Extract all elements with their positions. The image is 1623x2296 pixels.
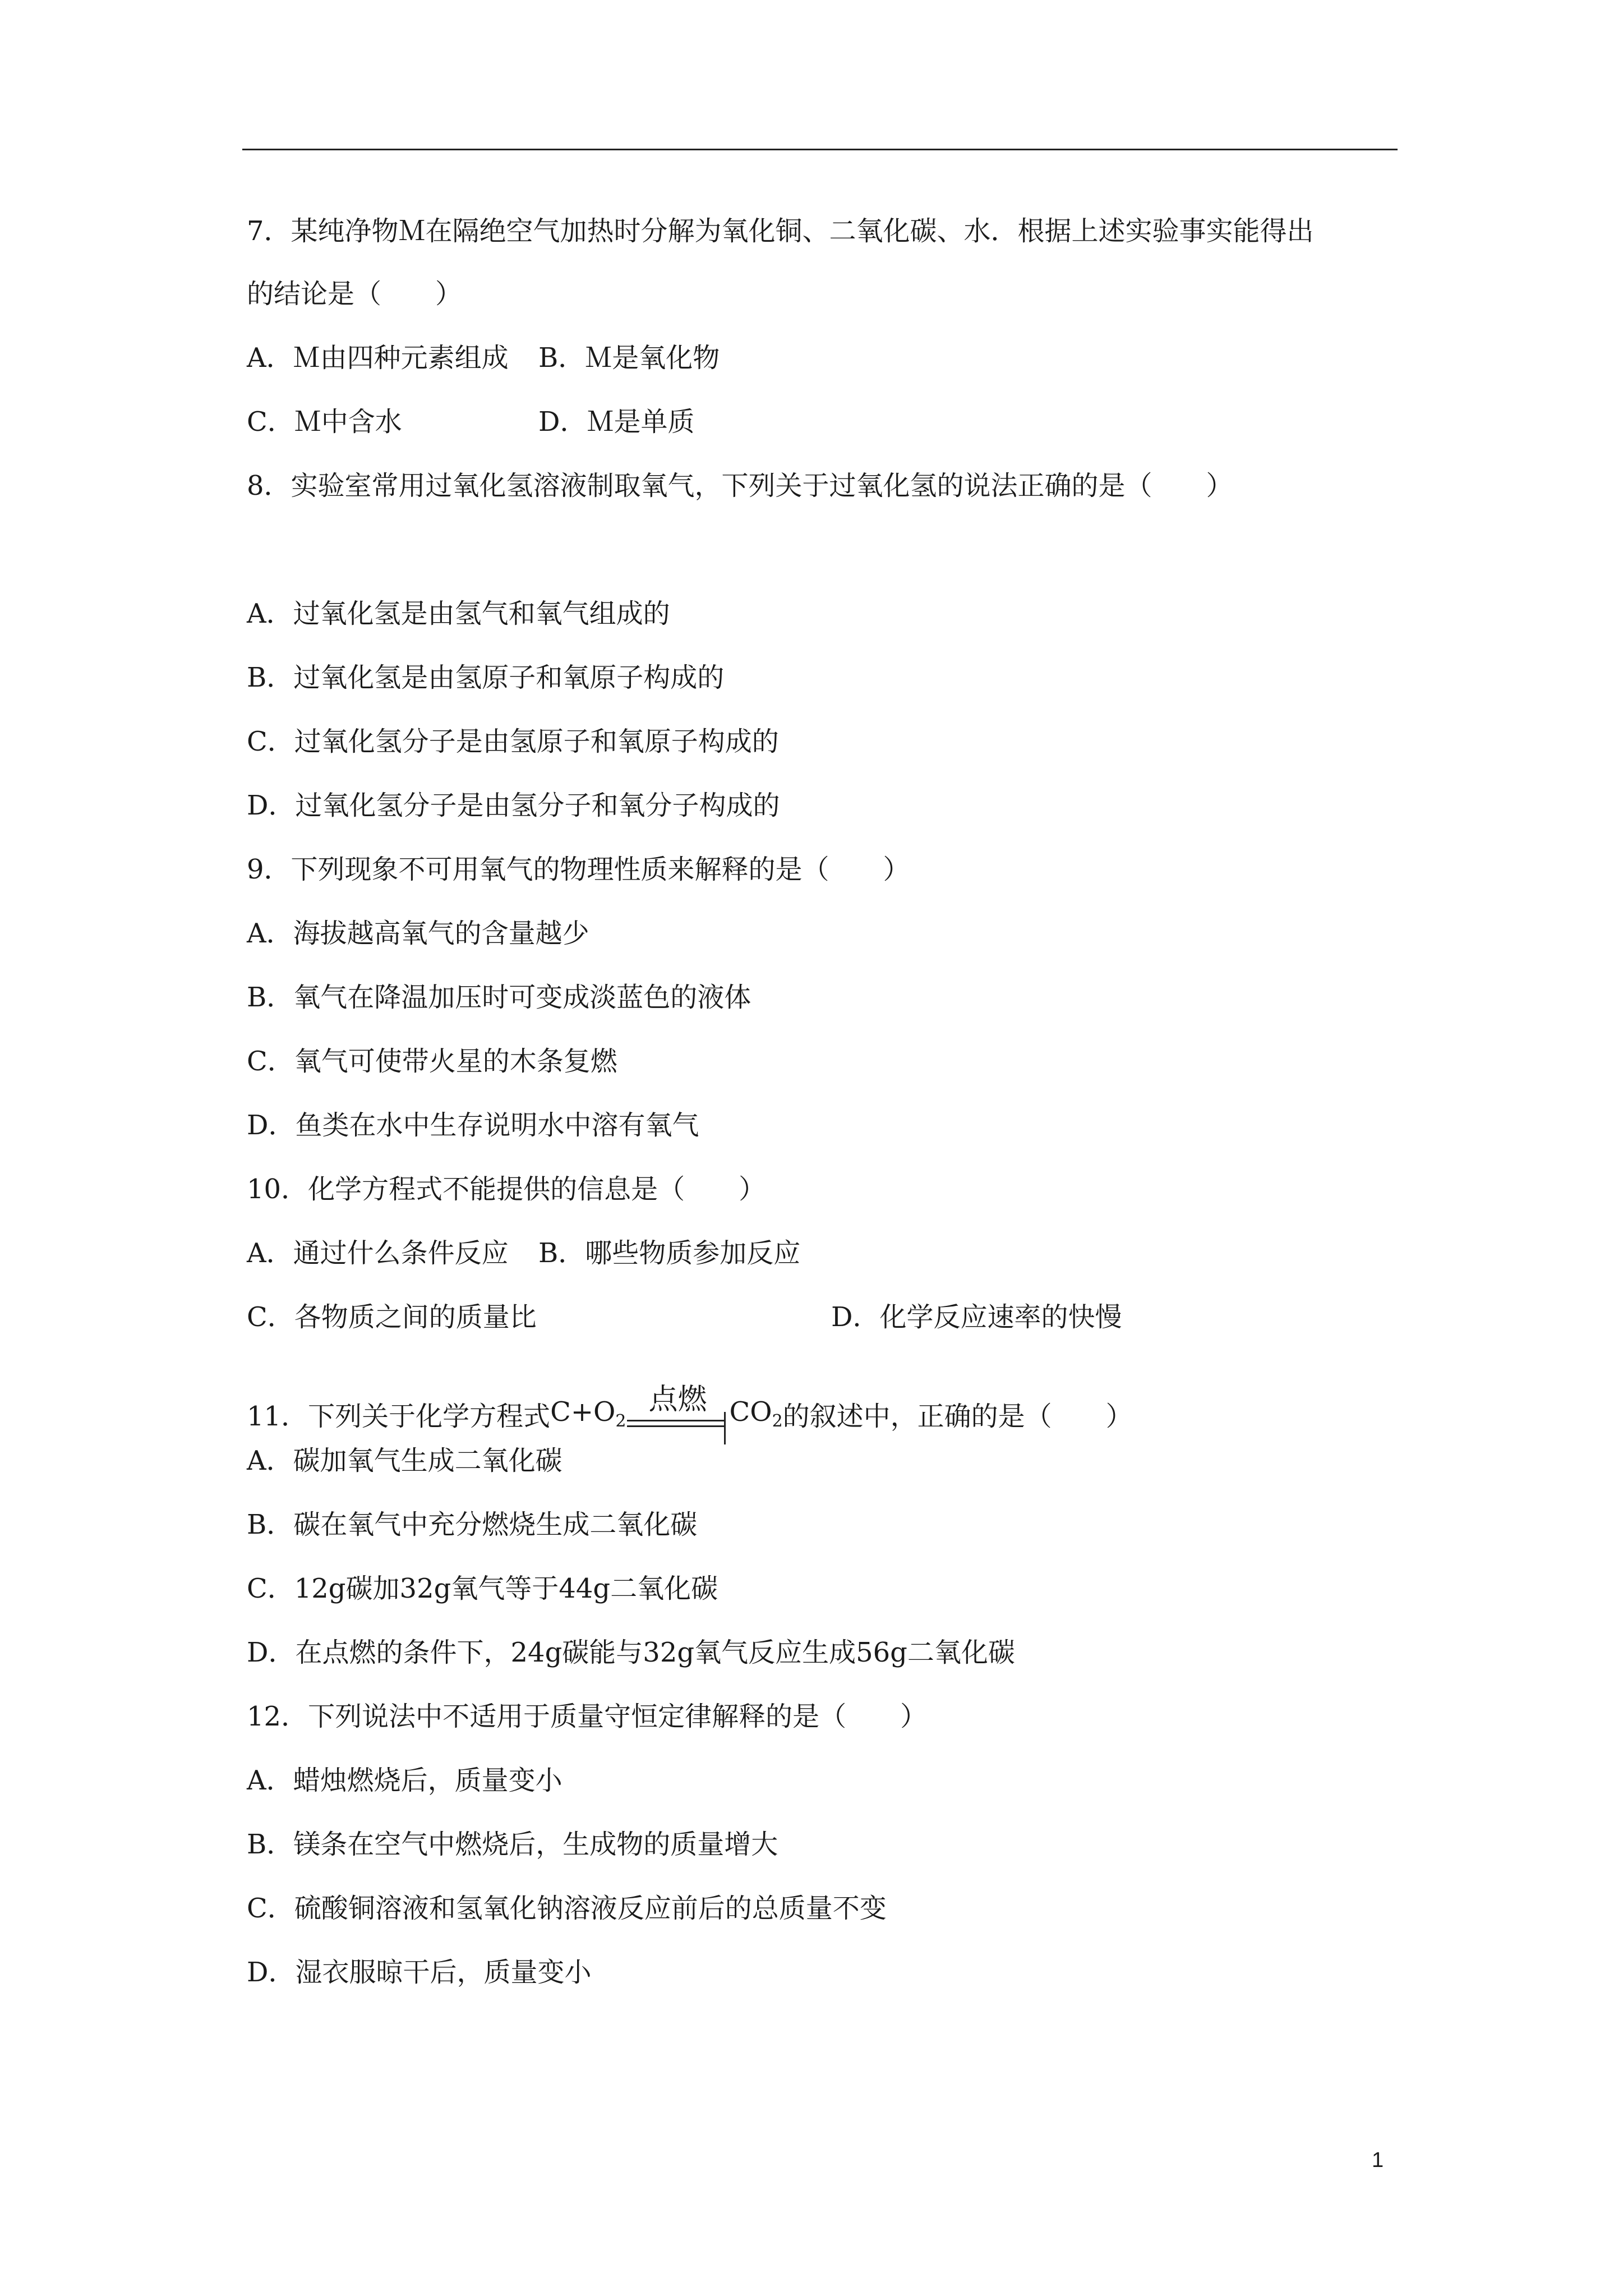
header-rule bbox=[242, 149, 1398, 150]
q7-stem-line1: 7．某纯净物Ｍ在隔绝空气加热时分解为氧化铜、二氧化碳、水．根据上述实验事实能得出 bbox=[247, 215, 1314, 247]
q9-stem: 9．下列现象不可用氧气的物理性质来解释的是（ ） bbox=[247, 854, 910, 885]
q9-option-a: A．海拔越高氧气的含量越少 bbox=[247, 918, 589, 949]
condition-box-edge bbox=[724, 1412, 726, 1444]
q10-stem: 10．化学方程式不能提供的信息是（ ） bbox=[247, 1174, 766, 1205]
q11-reactants bbox=[550, 1396, 626, 1431]
q11-stem-pre: 11．下列关于化学方程式 bbox=[247, 1400, 551, 1432]
q11-product bbox=[729, 1396, 782, 1431]
q8-option-b: B．过氧化氢是由氢原子和氧原子构成的 bbox=[247, 662, 725, 693]
q11-option-d: D．在点燃的条件下，24g碳能与32g氧气反应生成56g二氧化碳 bbox=[247, 1637, 1015, 1668]
equals-bar-top bbox=[627, 1420, 725, 1421]
equals-bar-bottom bbox=[627, 1425, 725, 1427]
q12-stem: 12．下列说法中不适用于质量守恒定律解释的是（ ） bbox=[247, 1701, 928, 1732]
q12-option-d: D．湿衣服晾干后，质量变小 bbox=[247, 1957, 592, 1988]
q11-option-a: A．碳加氧气生成二氧化碳 bbox=[247, 1445, 562, 1476]
q12-option-a: A．蜡烛燃烧后，质量变小 bbox=[247, 1765, 562, 1796]
reaction-condition-label: 点燃 bbox=[648, 1383, 707, 1416]
q8-option-c: C．过氧化氢分子是由氢原子和氧原子构成的 bbox=[247, 726, 779, 757]
q7-option-c: C．Ｍ中含水 bbox=[247, 406, 402, 438]
q11-stem bbox=[247, 1380, 1133, 1447]
q7-option-b: B．Ｍ是氧化物 bbox=[538, 342, 720, 374]
q11-reactant-subscript: 2 bbox=[615, 1411, 626, 1431]
q12-option-c: C．硫酸铜溶液和氢氧化钠溶液反应前后的总质量不变 bbox=[247, 1893, 887, 1924]
q7-option-d: D．Ｍ是单质 bbox=[538, 406, 695, 438]
reaction-condition bbox=[627, 1383, 728, 1444]
page-number: 1 bbox=[1372, 2148, 1384, 2172]
q11-option-b: B．碳在氧气中充分燃烧生成二氧化碳 bbox=[247, 1509, 698, 1540]
q9-option-c: C．氧气可使带火星的木条复燃 bbox=[247, 1046, 617, 1077]
q10-option-c: C．各物质之间的质量比 bbox=[247, 1301, 537, 1333]
q11-product-subscript: 2 bbox=[772, 1411, 783, 1431]
q9-option-d: D．鱼类在水中生存说明水中溶有氧气 bbox=[247, 1110, 699, 1141]
q11-option-c: C．12g碳加32g氧气等于44g二氧化碳 bbox=[247, 1573, 718, 1604]
q9-option-b: B．氧气在降温加压时可变成淡蓝色的液体 bbox=[247, 982, 751, 1013]
q11-stem-post: 的叙述中，正确的是（ ） bbox=[782, 1400, 1133, 1432]
q8-option-a: A．过氧化氢是由氢气和氧气组成的 bbox=[247, 598, 670, 629]
q10-option-b: B．哪些物质参加反应 bbox=[538, 1237, 801, 1269]
q12-option-b: B．镁条在空气中燃烧后，生成物的质量增大 bbox=[247, 1829, 778, 1860]
q10-option-d: D．化学反应速率的快慢 bbox=[831, 1301, 1122, 1333]
q10-option-a: A．通过什么条件反应 bbox=[247, 1237, 509, 1269]
q11-product-text: CO bbox=[729, 1396, 772, 1428]
q11-reactant-text: C+O bbox=[550, 1396, 616, 1428]
q8-stem: 8．实验室常用过氧化氢溶液制取氧气，下列关于过氧化氢的说法正确的是（ ） bbox=[247, 470, 1233, 501]
q7-option-a: A．Ｍ由四种元素组成 bbox=[247, 342, 509, 374]
q7-stem-line2: 的结论是（ ） bbox=[247, 278, 463, 310]
q8-option-d: D．过氧化氢分子是由氢分子和氧分子构成的 bbox=[247, 790, 780, 821]
